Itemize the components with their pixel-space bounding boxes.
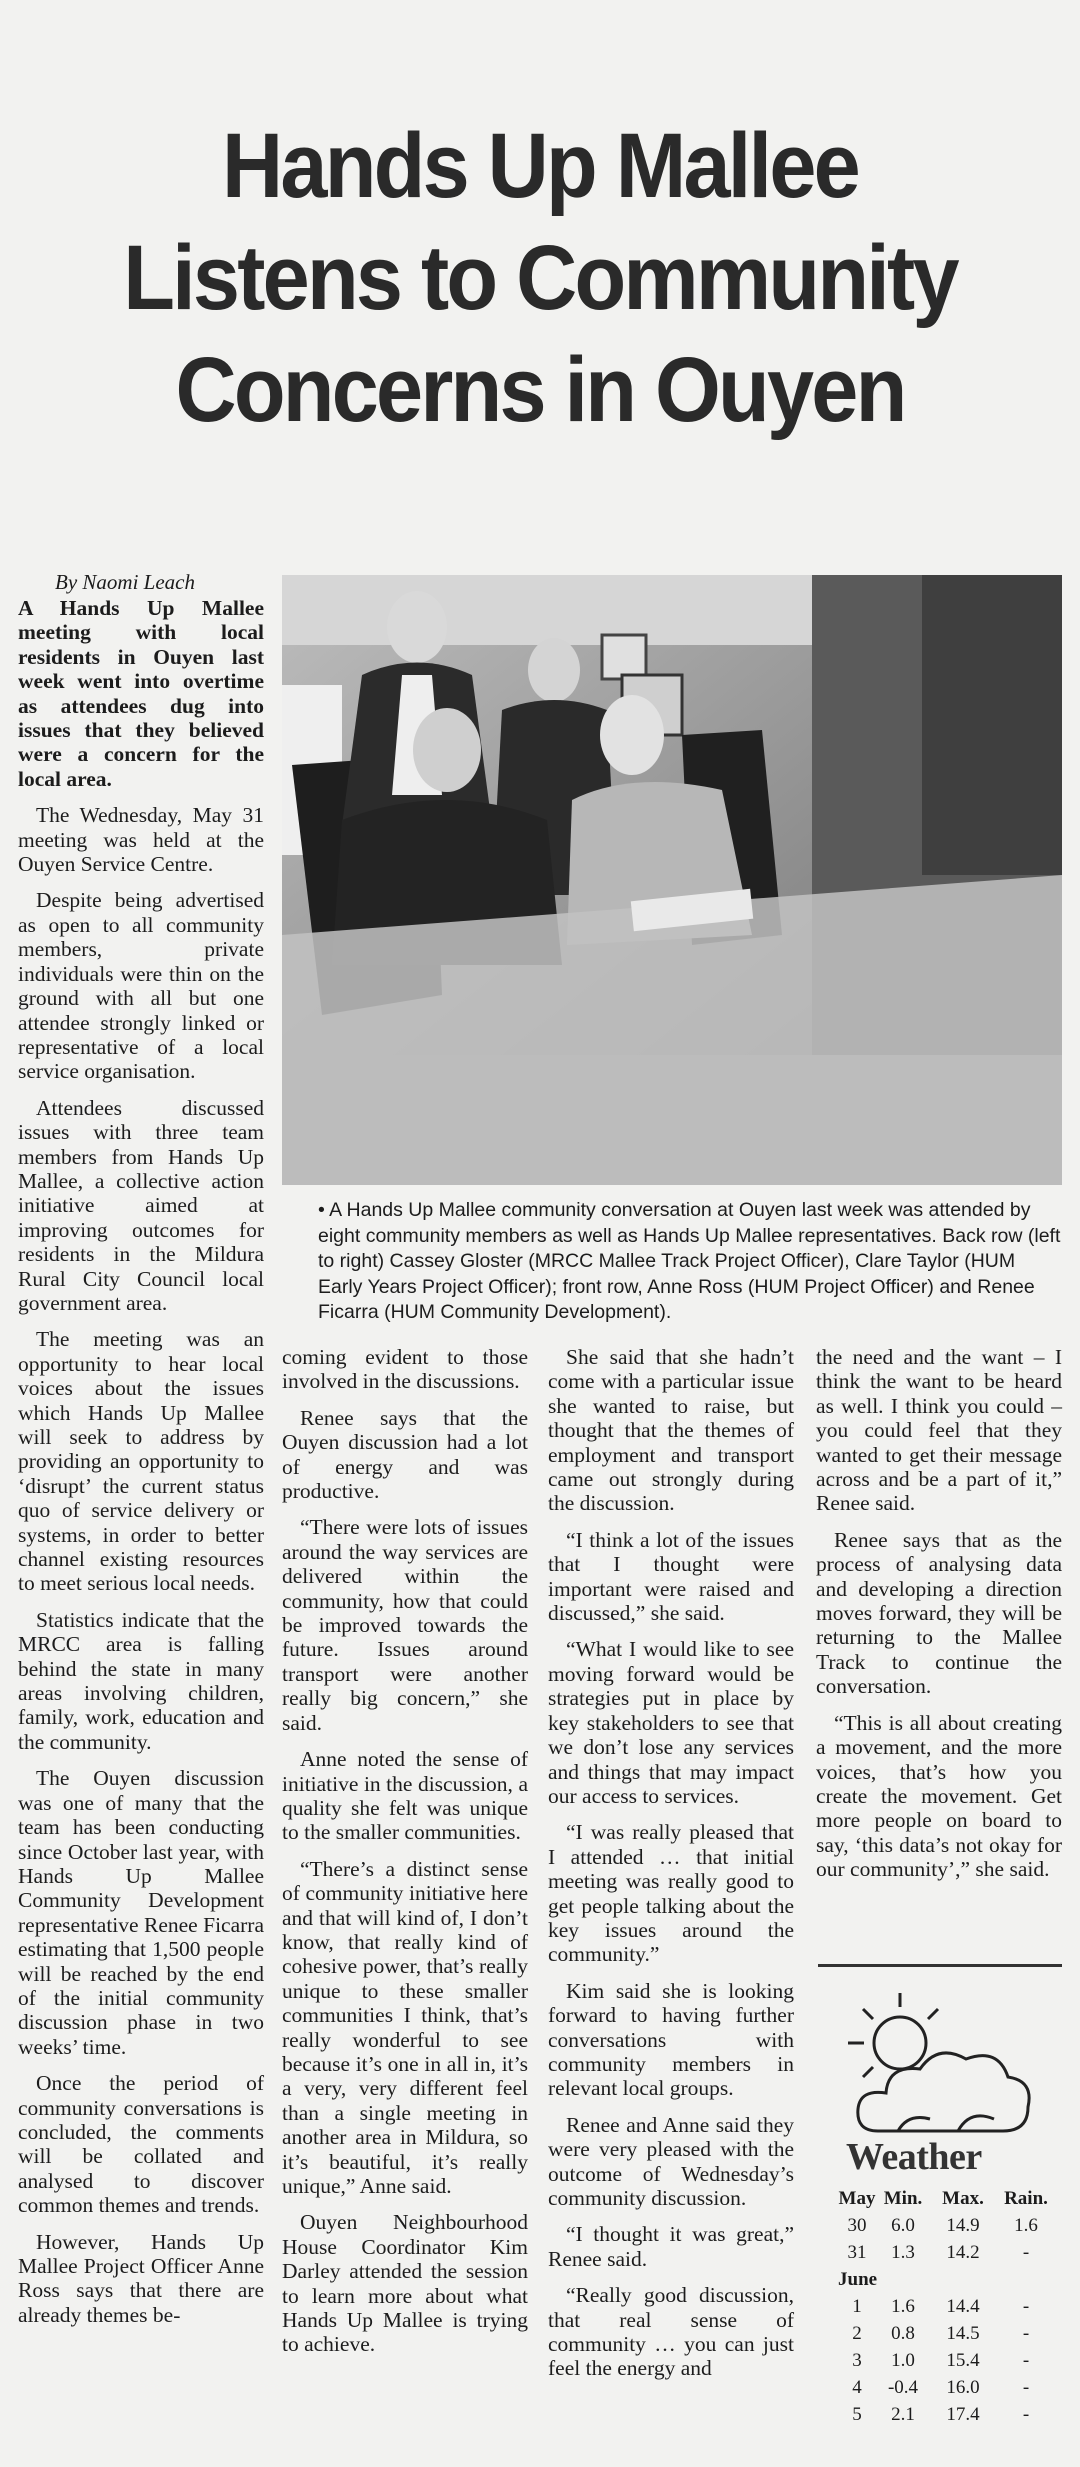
- paragraph: “There were lots of issues around the way services are delivered within the community, how that could be improved towards the future. Issues around transport were another really big concern,” she said.: [282, 1515, 528, 1735]
- rain: -: [1022, 2323, 1030, 2344]
- photo-caption: • A Hands Up Mallee community conversation at Ouyen last week was attended by eight community members as well as Hands Up Mallee representatives. Back row (left to right) Cassey Gloster (MRCC Mallee Track Project Officer), Clare Taylor (HUM Early Years Project Officer); front row, Anne Ross (HUM Project Officer) and Renee Ficarra (HUM Community Development).: [318, 1199, 1061, 1323]
- headline-line-3: Concerns in Ouyen: [175, 339, 905, 441]
- max: 14.2: [946, 2242, 980, 2263]
- max: 14.9: [946, 2215, 980, 2236]
- paragraph: Once the period of community conversations is concluded, the comments will be collated and analysed to discover common themes and trends.: [18, 2071, 264, 2218]
- weather-month-label: June: [838, 2269, 878, 2290]
- day: 1: [852, 2296, 862, 2317]
- min: 1.3: [891, 2242, 915, 2263]
- header-min: Min.: [883, 2188, 923, 2209]
- max: 14.5: [946, 2323, 980, 2344]
- article-column-4: [816, 1345, 1062, 1894]
- article-column-1: [18, 596, 264, 2339]
- paragraph: Anne noted the sense of initiative in the discussion, a quality she felt was unique to the smaller communities.: [282, 1747, 528, 1845]
- weather-title: Weather: [846, 2136, 982, 2178]
- day: 3: [852, 2350, 862, 2371]
- paragraph: She said that she hadn’t come with a particular issue she wanted to raise, but thought that the themes of employment and transport came out strongly during the discussion.: [548, 1345, 794, 1516]
- max: 14.4: [946, 2296, 980, 2317]
- paragraph: “What I would like to see moving forward would be strategies put in place by key stakeholders to see that we don’t lose any services and things that may impact our access to services.: [548, 1637, 794, 1808]
- paragraph: “Really good discussion, that real sense of community … you can just feel the energy and: [548, 2283, 794, 2381]
- rain: -: [1022, 2296, 1030, 2317]
- day: 30: [847, 2215, 867, 2236]
- article-column-3: [548, 1345, 794, 2393]
- day: 31: [847, 2242, 867, 2263]
- day: 5: [852, 2404, 862, 2425]
- headline-line-2: Listens to Community: [123, 227, 957, 329]
- paragraph: Ouyen Neighbourhood House Coordinator Kim Darley attended the session to learn more about what Hands Up Mallee is trying to achieve.: [282, 2210, 528, 2357]
- weather-header-row: [836, 2185, 1056, 2212]
- paragraph: The meeting was an opportunity to hear local voices about the issues which Hands Up Mallee will seek to address by providing an opportunity to ‘disrupt’ the current status quo of service delivery or systems, in order to better channel existing resources to meet serious local needs.: [18, 1327, 264, 1596]
- paragraph: Renee and Anne said they were very pleased with the outcome of Wednesday’s community discussion.: [548, 2112, 794, 2210]
- rain: 1.6: [1014, 2215, 1038, 2236]
- sun-cloud-icon: [838, 1981, 1038, 2151]
- header-may: May: [838, 2188, 876, 2209]
- byline: By Naomi Leach: [55, 570, 195, 594]
- weather-row: [836, 2293, 1056, 2320]
- paragraph: Renee says that as the process of analysing data and developing a direction moves forward, they will be returning to the Mallee Track to continue the conversation.: [816, 1527, 1062, 1699]
- headline: [43, 110, 1037, 446]
- min: 0.8: [891, 2323, 915, 2344]
- rain: -: [1022, 2350, 1030, 2371]
- paragraph: However, Hands Up Mallee Project Officer Anne Ross says that there are already themes be-: [18, 2229, 264, 2327]
- min: -0.4: [887, 2377, 919, 2398]
- day: 2: [852, 2323, 862, 2344]
- min: 2.1: [891, 2404, 915, 2425]
- article-column-2: [282, 1345, 528, 2369]
- paragraph: coming evident to those involved in the discussions.: [282, 1345, 528, 1394]
- paragraph: The Wednesday, May 31 meeting was held at the Ouyen Service Centre.: [18, 803, 264, 877]
- paragraph: “I was really pleased that I attended … that initial meeting was really good to get people talking about the key issues around the community.”: [548, 1820, 794, 1967]
- max: 16.0: [946, 2377, 980, 2398]
- paragraph: Attendees discussed issues with three team members from Hands Up Mallee, a collective action initiative aimed at improving outcomes for residents in the Mildura Rural City Council local government area.: [18, 1095, 264, 1315]
- photo-illustration: [282, 575, 1062, 1185]
- weather-box: [818, 1964, 1062, 2467]
- weather-row: [836, 2212, 1056, 2239]
- weather-row: [836, 2401, 1056, 2428]
- paragraph: The Ouyen discussion was one of many that the team has been conducting since October last year, with Hands Up Mallee Community Development representative Renee Ficarra estimating that 1,500 people will be reached by the end of the initial community discussion phase in two weeks’ time.: [18, 1766, 264, 2059]
- weather-row: [836, 2239, 1056, 2266]
- weather-row: [836, 2374, 1056, 2401]
- header-rain: Rain.: [1004, 2188, 1048, 2209]
- weather-row: [836, 2347, 1056, 2374]
- weather-table: [836, 2185, 1056, 2428]
- rain: -: [1022, 2377, 1030, 2398]
- rain: -: [1022, 2404, 1030, 2425]
- paragraph: Renee says that the Ouyen discussion had a lot of energy and was productive.: [282, 1405, 528, 1504]
- paragraph: Statistics indicate that the MRCC area is falling behind the state in many areas involving children, family, work, education and the community.: [18, 1607, 264, 1754]
- paragraph: “This is all about creating a movement, and the more voices, that’s how you create the movement. Get more people on board to say, ‘this data’s not okay for our community’,” she said.: [816, 1710, 1062, 1882]
- min: 1.0: [891, 2350, 915, 2371]
- max: 15.4: [946, 2350, 980, 2371]
- rain: -: [1022, 2242, 1030, 2263]
- article-photo: [282, 575, 1062, 1185]
- paragraph: “I thought it was great,” Renee said.: [548, 2222, 794, 2271]
- paragraph: the need and the want – I think the want to be heard as well. I think you could – you could feel that they wanted to get their message across and be a part of it,” Renee said.: [816, 1345, 1062, 1516]
- paragraph: Despite being advertised as open to all community members, private individuals were thin on the ground with all but one attendee strongly linked or representative of a local service organisation.: [18, 888, 264, 1084]
- weather-row: [836, 2320, 1056, 2347]
- paragraph: Kim said she is looking forward to having further conversations with community members in relevant local groups.: [548, 1978, 794, 2101]
- day: 4: [852, 2377, 862, 2398]
- min: 1.6: [891, 2296, 915, 2317]
- header-max: Max.: [942, 2188, 984, 2209]
- max: 17.4: [946, 2404, 980, 2425]
- lead-paragraph: A Hands Up Mallee meeting with local residents in Ouyen last week went into overtime as attendees dug into issues that they believed were a concern for the local area.: [18, 596, 264, 791]
- headline-line-1: Hands Up Mallee: [222, 115, 858, 217]
- min: 6.0: [891, 2215, 915, 2236]
- paragraph: “I think a lot of the issues that I thought were important were raised and discussed,” she said.: [548, 1527, 794, 1626]
- paragraph: “There’s a distinct sense of community initiative here and that will kind of, I don’t know, that really kind of cohesive power, that’s really unique to these smaller communities I think, that’s really wonderful to see because it’s one in all in, it’s a very, very different feel than a single meeting in another area in Mildura, so it’s beautiful, it’s really unique,” Anne said.: [282, 1856, 528, 2198]
